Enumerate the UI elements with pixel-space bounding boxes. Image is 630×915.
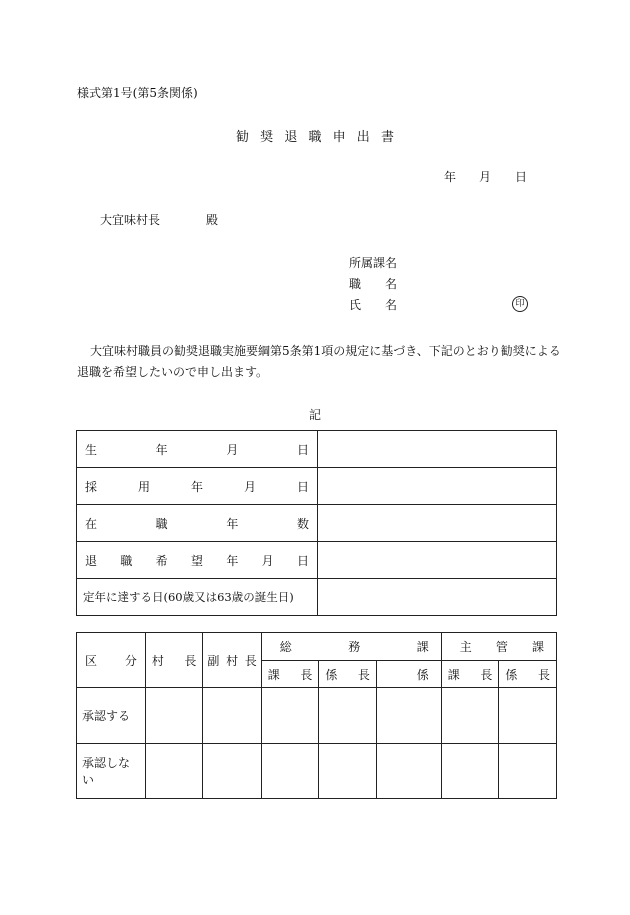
hire-value <box>318 468 557 505</box>
date-year-label: 年 <box>444 170 457 184</box>
shukan-kakarichou: 係 長 <box>499 661 557 688</box>
soumu-kakari: 係 <box>376 661 441 688</box>
desired-value <box>318 542 557 579</box>
name-label: 氏 名 <box>349 298 398 312</box>
tenure-value <box>318 505 557 542</box>
body-text-line1: 大宜味村職員の勧奨退職実施要綱第5条第1項の規定に基づき、下記のとおり勧奨による <box>90 344 561 358</box>
approve-label: 承認する <box>77 688 146 744</box>
dept-label: 所属課名 <box>349 256 398 270</box>
birth-value <box>318 431 557 468</box>
document-title: 勧 奨 退 職 申 出 書 <box>236 130 394 145</box>
approval-table <box>76 632 557 799</box>
desired-label: 退 職 希 望 年 月 日 <box>77 542 318 579</box>
addressee-name: 大宜味村長 <box>100 213 161 227</box>
approve-cell-sonchou <box>145 688 203 744</box>
approve-cell-soumu-kakarichou <box>319 688 377 744</box>
approve-cell-shukan-kachou <box>441 688 499 744</box>
reject-cell-shukan-kakarichou <box>499 744 557 799</box>
fukusonchou-label: 副 村 長 <box>203 633 261 688</box>
retire-age-value <box>318 579 557 616</box>
addressee-honorific: 殿 <box>206 213 219 227</box>
hire-label: 採 用 年 月 日 <box>77 468 318 505</box>
reject-cell-fukusonchou <box>203 744 261 799</box>
reject-cell-soumu-kakari <box>376 744 441 799</box>
reject-cell-shukan-kachou <box>441 744 499 799</box>
approve-cell-shukan-kakarichou <box>499 688 557 744</box>
approve-cell-soumu-kakari <box>376 688 441 744</box>
shukan-kachou: 課 長 <box>441 661 499 688</box>
seal-mark: 印 <box>512 295 528 312</box>
date-month-label: 月 <box>479 170 492 184</box>
soumu-kachou: 課 長 <box>261 661 319 688</box>
reject-cell-soumu-kachou <box>261 744 319 799</box>
soumu-kakarichou: 係 長 <box>319 661 377 688</box>
form-id: 様式第1号(第5条関係) <box>77 86 198 100</box>
body-text-line2: 退職を希望したいので申し出ます。 <box>77 365 269 379</box>
info-table <box>76 430 557 616</box>
soumu-label: 総 務 課 <box>261 633 441 661</box>
tenure-label: 在 職 年 数 <box>77 505 318 542</box>
position-label: 職 名 <box>349 277 398 291</box>
date-day-label: 日 <box>515 170 528 184</box>
reject-cell-soumu-kakarichou <box>319 744 377 799</box>
sonchou-label: 村 長 <box>145 633 203 688</box>
reject-label: 承認しない <box>77 744 146 799</box>
approve-cell-soumu-kachou <box>261 688 319 744</box>
shukan-label: 主 管 課 <box>441 633 556 661</box>
kubun-label: 区 分 <box>77 633 146 688</box>
approve-cell-fukusonchou <box>203 688 261 744</box>
birth-label: 生 年 月 日 <box>77 431 318 468</box>
retire-age-label: 定年に達する日(60歳又は63歳の誕生日) <box>77 579 318 616</box>
ki-heading: 記 <box>309 408 322 422</box>
reject-cell-sonchou <box>145 744 203 799</box>
